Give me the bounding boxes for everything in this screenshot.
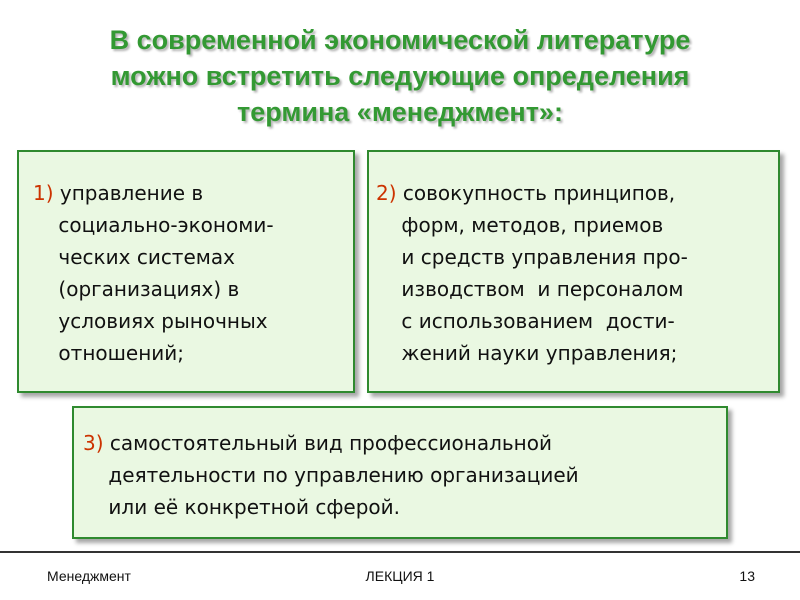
definition-body-2: совокупность принципов, форм, методов, приемов и средств управления про- изводством и персоналом с использованием дости- жений науки управления; <box>401 181 688 365</box>
title-line-3: термина «менеджмент»: <box>237 97 563 127</box>
title-line-2: можно встретить следующие определения <box>110 61 690 91</box>
definition-number-3: 3) <box>83 431 104 455</box>
footer-divider <box>0 551 800 553</box>
definition-text-2 <box>376 177 688 369</box>
definition-box-3 <box>72 406 728 539</box>
definition-body-1: управление в социально-экономи- ческих системах (организациях) в условиях рыночных отношений; <box>58 181 274 365</box>
definition-number-2: 2) <box>376 181 397 205</box>
definition-text-3 <box>83 427 579 523</box>
definition-body-3: самостоятельный вид профессиональной деятельности по управлению организацией или её конкретной сферой. <box>108 431 579 519</box>
footer-lecture: ЛЕКЦИЯ 1 <box>365 568 435 584</box>
footer-page-number: 13 <box>739 568 755 584</box>
title-line-1: В современной экономической литературе <box>109 25 691 55</box>
definition-text-1 <box>33 177 274 369</box>
definition-box-2 <box>367 150 780 393</box>
footer-course: Менеджмент <box>47 568 131 584</box>
slide-title <box>20 22 780 130</box>
definition-number-1: 1) <box>33 181 54 205</box>
definition-box-1 <box>17 150 355 393</box>
